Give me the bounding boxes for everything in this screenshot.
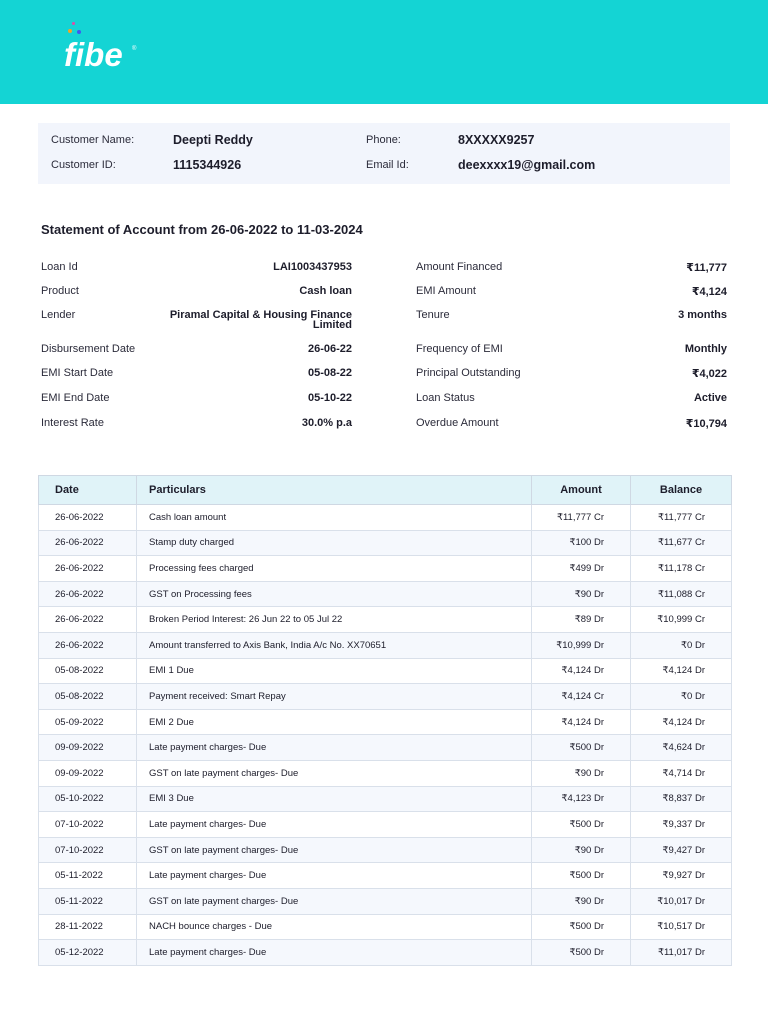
customer-info-box: [38, 123, 730, 184]
overdue-amount-label: Overdue Amount: [416, 417, 499, 429]
emi-amount-label: EMI Amount: [416, 285, 476, 297]
logo-dot-blue: [77, 30, 81, 34]
cell-date: 05-09-2022: [39, 709, 137, 735]
loan-status-label: Loan Status: [416, 392, 475, 404]
cell-balance: ₹0 Dr: [631, 684, 732, 710]
table-header-row: [39, 476, 732, 505]
customer-id-label: Customer ID:: [51, 159, 116, 171]
cell-particulars: Late payment charges- Due: [137, 812, 532, 838]
phone-label: Phone:: [366, 134, 401, 146]
cell-amount: ₹500 Dr: [532, 735, 631, 761]
emi-frequency-value: Monthly: [684, 343, 727, 355]
table-row: [39, 735, 732, 761]
table-row: [39, 581, 732, 607]
cell-particulars: EMI 1 Due: [137, 658, 532, 684]
column-header-amount: Amount: [532, 476, 631, 505]
cell-date: 26-06-2022: [39, 556, 137, 582]
table-row: [39, 607, 732, 633]
table-row: [39, 940, 732, 966]
cell-particulars: Broken Period Interest: 26 Jun 22 to 05 Jul 22: [137, 607, 532, 633]
cell-particulars: Stamp duty charged: [137, 530, 532, 556]
cell-balance: ₹11,178 Cr: [631, 556, 732, 582]
table-row: [39, 760, 732, 786]
cell-balance: ₹11,088 Cr: [631, 581, 732, 607]
customer-name-label: Customer Name:: [51, 134, 135, 146]
cell-amount: ₹4,123 Dr: [532, 786, 631, 812]
cell-particulars: GST on Processing fees: [137, 581, 532, 607]
interest-rate-value: 30.0% p.a: [301, 417, 352, 429]
overdue-amount-value: ₹10,794: [685, 418, 727, 430]
cell-balance: ₹10,017 Dr: [631, 888, 732, 914]
cell-balance: ₹8,837 Dr: [631, 786, 732, 812]
cell-date: 09-09-2022: [39, 760, 137, 786]
cell-date: 26-06-2022: [39, 581, 137, 607]
table-body: [39, 505, 732, 966]
disbursement-date-value: 26-06-22: [307, 343, 352, 355]
column-header-balance: Balance: [631, 476, 732, 505]
cell-amount: ₹500 Dr: [532, 863, 631, 889]
cell-balance: ₹4,624 Dr: [631, 735, 732, 761]
table-row: [39, 914, 732, 940]
cell-amount: ₹90 Dr: [532, 888, 631, 914]
cell-particulars: Payment received: Smart Repay: [137, 684, 532, 710]
cell-balance: ₹4,124 Dr: [631, 658, 732, 684]
cell-particulars: NACH bounce charges - Due: [137, 914, 532, 940]
cell-particulars: GST on late payment charges- Due: [137, 837, 532, 863]
cell-date: 26-06-2022: [39, 607, 137, 633]
interest-rate-label: Interest Rate: [41, 417, 104, 429]
cell-amount: ₹500 Dr: [532, 914, 631, 940]
cell-amount: ₹4,124 Dr: [532, 658, 631, 684]
amount-financed-label: Amount Financed: [416, 261, 503, 273]
cell-balance: ₹11,017 Dr: [631, 940, 732, 966]
product-value: Cash loan: [299, 285, 352, 297]
product-label: Product: [41, 285, 79, 297]
cell-balance: ₹10,999 Cr: [631, 607, 732, 633]
statement-title: Statement of Account from 26-06-2022 to 11-03-2024: [41, 222, 363, 237]
cell-amount: ₹90 Dr: [532, 837, 631, 863]
cell-balance: ₹9,337 Dr: [631, 812, 732, 838]
emi-end-date-label: EMI End Date: [41, 392, 110, 404]
tenure-label: Tenure: [416, 309, 450, 321]
principal-outstanding-label: Principal Outstanding: [416, 367, 521, 379]
cell-balance: ₹4,714 Dr: [631, 760, 732, 786]
cell-date: 07-10-2022: [39, 812, 137, 838]
table-row: [39, 812, 732, 838]
emi-frequency-label: Frequency of EMI: [416, 343, 503, 355]
loan-id-label: Loan Id: [41, 261, 78, 273]
loan-id-value: LAI1003437953: [273, 261, 352, 273]
loan-status-value: Active: [693, 392, 727, 404]
cell-amount: ₹4,124 Dr: [532, 709, 631, 735]
cell-balance: ₹9,427 Dr: [631, 837, 732, 863]
cell-balance: ₹4,124 Dr: [631, 709, 732, 735]
cell-particulars: Late payment charges- Due: [137, 863, 532, 889]
phone-value: 8XXXXX9257: [458, 133, 535, 147]
cell-particulars: GST on late payment charges- Due: [137, 888, 532, 914]
cell-balance: ₹11,677 Cr: [631, 530, 732, 556]
emi-end-date-value: 05-10-22: [307, 392, 352, 404]
cell-amount: ₹4,124 Cr: [532, 684, 631, 710]
table-row: [39, 556, 732, 582]
cell-balance: ₹9,927 Dr: [631, 863, 732, 889]
cell-amount: ₹500 Dr: [532, 812, 631, 838]
email-label: Email Id:: [366, 159, 409, 171]
logo-trademark: ®: [132, 46, 137, 52]
cell-date: 05-08-2022: [39, 658, 137, 684]
cell-date: 05-10-2022: [39, 786, 137, 812]
table-row: [39, 888, 732, 914]
lender-value-line2: Limited: [312, 319, 352, 331]
cell-amount: ₹90 Dr: [532, 760, 631, 786]
cell-date: 26-06-2022: [39, 505, 137, 531]
cell-particulars: Cash loan amount: [137, 505, 532, 531]
cell-date: 05-08-2022: [39, 684, 137, 710]
cell-particulars: EMI 3 Due: [137, 786, 532, 812]
cell-date: 26-06-2022: [39, 632, 137, 658]
customer-name: Deepti Reddy: [173, 133, 253, 147]
logo-dot-pink: [72, 22, 75, 25]
disbursement-date-label: Disbursement Date: [41, 343, 136, 355]
table-row: [39, 505, 732, 531]
tenure-value: 3 months: [678, 309, 727, 321]
emi-start-date-label: EMI Start Date: [41, 367, 114, 379]
cell-amount: ₹89 Dr: [532, 607, 631, 633]
table-row: [39, 837, 732, 863]
cell-date: 05-12-2022: [39, 940, 137, 966]
lender-label: Lender: [41, 309, 76, 321]
header-banner: [0, 0, 768, 104]
cell-particulars: Amount transferred to Axis Bank, India A/c No. XX70651: [137, 632, 532, 658]
emi-start-date-value: 05-08-22: [307, 367, 352, 379]
lender-value: Piramal Capital & Housing Finance: [169, 309, 352, 321]
column-header-particulars: Particulars: [137, 476, 532, 505]
emi-amount-value: ₹4,124: [691, 286, 727, 298]
cell-date: 07-10-2022: [39, 837, 137, 863]
fibe-logo: [64, 22, 144, 78]
cell-particulars: Late payment charges- Due: [137, 735, 532, 761]
cell-balance: ₹10,517 Dr: [631, 914, 732, 940]
principal-outstanding-value: ₹4,022: [691, 368, 727, 380]
cell-amount: ₹90 Dr: [532, 581, 631, 607]
cell-date: 28-11-2022: [39, 914, 137, 940]
email-value: deexxxx19@gmail.com: [458, 158, 596, 172]
cell-balance: ₹0 Dr: [631, 632, 732, 658]
cell-particulars: Processing fees charged: [137, 556, 532, 582]
cell-date: 09-09-2022: [39, 735, 137, 761]
logo-wordmark: fibe: [64, 36, 123, 73]
table-row: [39, 786, 732, 812]
cell-particulars: GST on late payment charges- Due: [137, 760, 532, 786]
customer-id: 1115344926: [173, 158, 242, 172]
cell-amount: ₹100 Dr: [532, 530, 631, 556]
table-row: [39, 658, 732, 684]
cell-date: 26-06-2022: [39, 530, 137, 556]
cell-amount: ₹500 Dr: [532, 940, 631, 966]
table-row: [39, 709, 732, 735]
logo-dot-orange: [68, 29, 72, 33]
column-header-date: Date: [39, 476, 137, 505]
transactions-table: [38, 475, 732, 966]
amount-financed-value: ₹11,777: [686, 262, 727, 274]
table-row: [39, 632, 732, 658]
cell-amount: ₹11,777 Cr: [532, 505, 631, 531]
table-row: [39, 684, 732, 710]
table-row: [39, 863, 732, 889]
cell-date: 05-11-2022: [39, 863, 137, 889]
cell-date: 05-11-2022: [39, 888, 137, 914]
table-row: [39, 530, 732, 556]
cell-balance: ₹11,777 Cr: [631, 505, 732, 531]
cell-particulars: Late payment charges- Due: [137, 940, 532, 966]
cell-particulars: EMI 2 Due: [137, 709, 532, 735]
cell-amount: ₹499 Dr: [532, 556, 631, 582]
cell-amount: ₹10,999 Dr: [532, 632, 631, 658]
